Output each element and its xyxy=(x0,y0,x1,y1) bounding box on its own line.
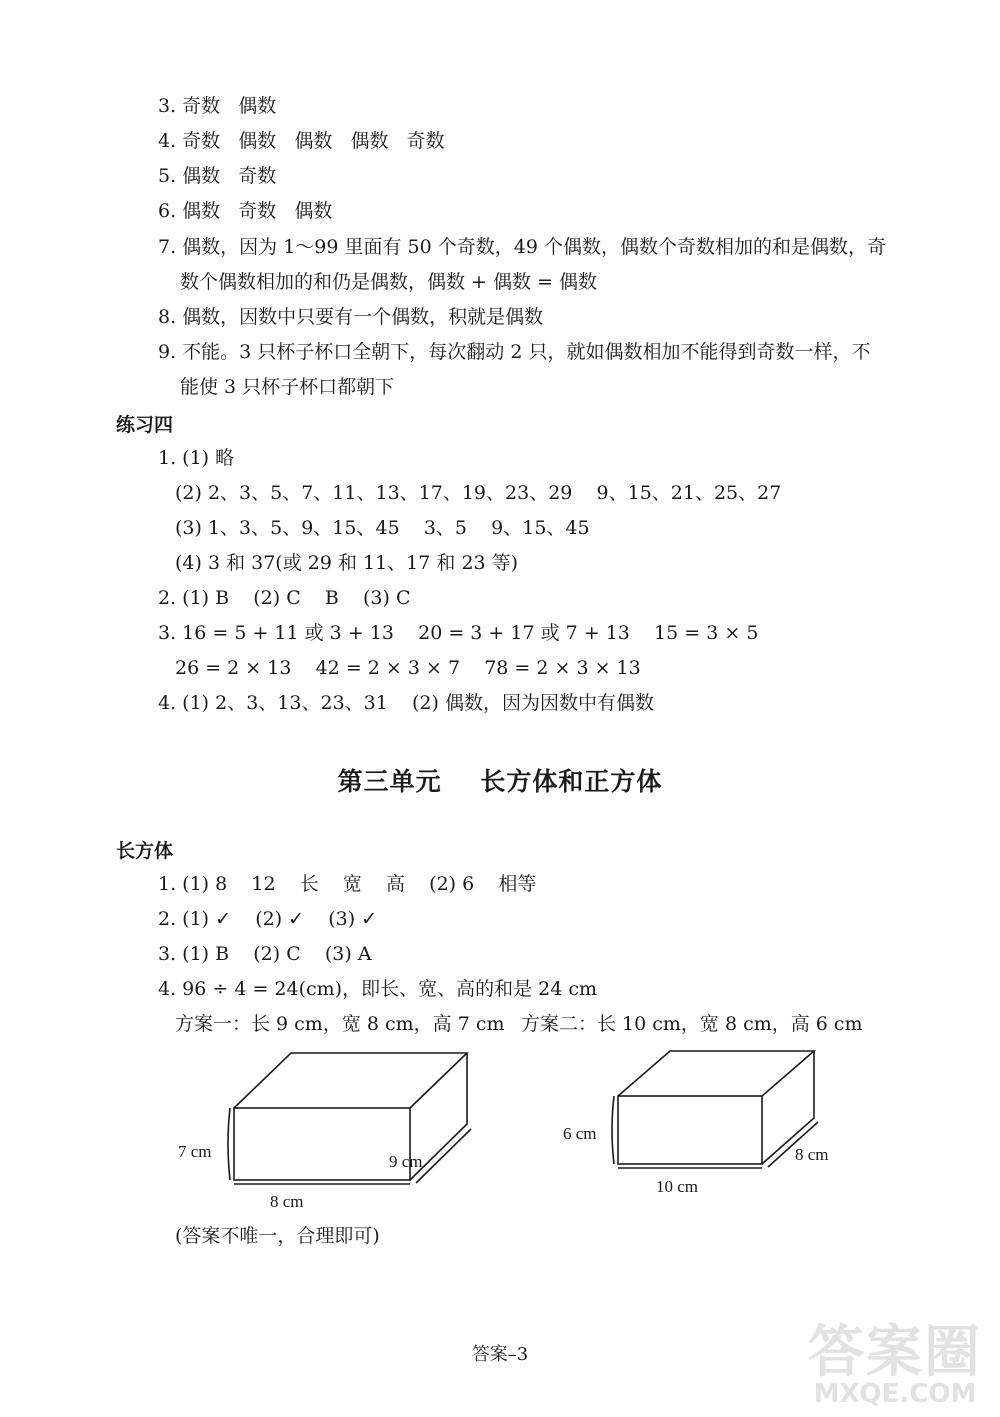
unit-title: 第三单元 长方体和正方体 xyxy=(337,767,663,796)
watermark-line1: 答案圈 xyxy=(808,1320,982,1385)
answer-note: (答案不唯一，合理即可) xyxy=(175,1225,380,1247)
watermark-logo xyxy=(808,1320,982,1409)
box2-width-label: 10 cm xyxy=(656,1177,699,1196)
watermark-line2: MXQE.COM xyxy=(813,1379,977,1409)
box2-height-label: 6 cm xyxy=(563,1124,597,1143)
answer-line: 2. (1) ✓ (2) ✓ (3) ✓ xyxy=(158,908,378,930)
answer-line: 8. 偶数，因数中只要有一个偶数，积就是偶数 xyxy=(158,306,544,328)
answer-line: 6. 偶数 奇数 偶数 xyxy=(158,200,333,222)
answer-line: 4. 96 ÷ 4 = 24(cm)，即长、宽、高的和是 24 cm xyxy=(158,978,598,1000)
box1-width-label: 8 cm xyxy=(270,1192,304,1211)
answer-line: 3. 奇数 偶数 xyxy=(158,95,277,117)
answer-line: (3) 1、3、5、9、15、45 3、5 9、15、45 xyxy=(175,517,590,539)
answer-line: 1. (1) 略 xyxy=(158,447,235,469)
answer-line: 7. 偶数，因为 1～99 里面有 50 个奇数，49 个偶数，偶数个奇数相加的和是偶数，奇 xyxy=(158,236,886,258)
plan-two-text: 方案二：长 10 cm，宽 8 cm，高 6 cm xyxy=(521,1013,863,1035)
answer-line: 能使 3 只杯子杯口都朝下 xyxy=(180,376,395,398)
answer-line: (2) 2、3、5、7、11、13、17、19、23、29 9、15、21、25、27 xyxy=(175,482,782,504)
page-number: 答案–3 xyxy=(471,1344,529,1365)
box1-height-label: 7 cm xyxy=(178,1142,212,1161)
cuboid-two xyxy=(612,1051,818,1168)
answer-line: 9. 不能。3 只杯子杯口全朝下，每次翻动 2 只，就如偶数相加不能得到奇数一样，不 xyxy=(158,341,871,363)
box2-depth-label: 8 cm xyxy=(795,1145,829,1164)
section-heading-practice4: 练习四 xyxy=(116,414,174,436)
plan-one-text: 方案一：长 9 cm，宽 8 cm，高 7 cm xyxy=(175,1013,505,1035)
answer-line: 3. 16 = 5 + 11 或 3 + 13 20 = 3 + 17 或 7 + 13 15 = 3 × 5 xyxy=(158,622,759,644)
cuboid-one xyxy=(228,1053,471,1184)
answer-line: 1. (1) 8 12 长 宽 高 (2) 6 相等 xyxy=(158,873,537,895)
answer-line: 4. 奇数 偶数 偶数 偶数 奇数 xyxy=(158,130,445,152)
section-heading-cuboid: 长方体 xyxy=(116,840,174,862)
answer-line: 3. (1) B (2) C (3) A xyxy=(158,943,372,965)
answer-line: 5. 偶数 奇数 xyxy=(158,165,277,187)
answer-line: 26 = 2 × 13 42 = 2 × 3 × 7 78 = 2 × 3 × 13 xyxy=(175,657,641,679)
answer-line: (4) 3 和 37(或 29 和 11、17 和 23 等) xyxy=(175,552,519,574)
answer-line: 数个偶数相加的和仍是偶数，偶数 + 偶数 = 偶数 xyxy=(180,271,597,293)
answer-line: 2. (1) B (2) C B (3) C xyxy=(158,587,411,609)
answer-line: 4. (1) 2、3、13、23、31 (2) 偶数，因为因数中有偶数 xyxy=(158,692,654,714)
box1-depth-label: 9 cm xyxy=(389,1152,423,1171)
